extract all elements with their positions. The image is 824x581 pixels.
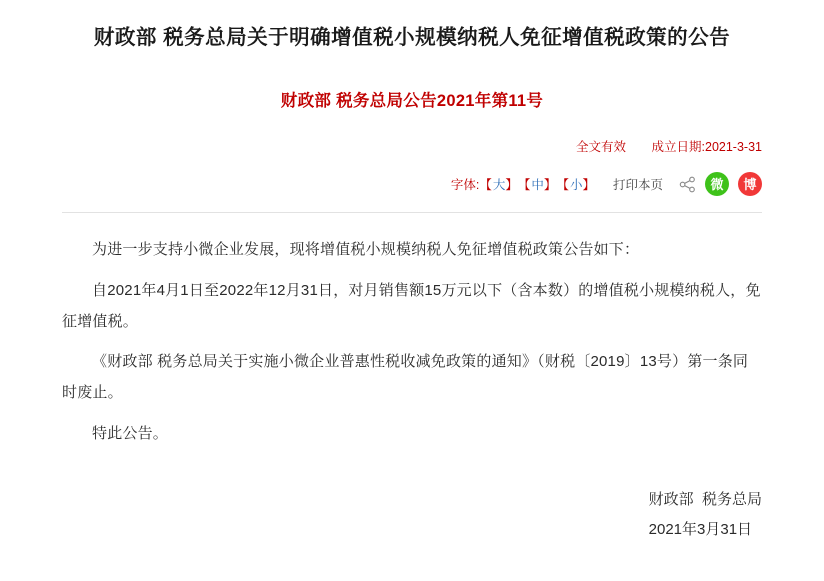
bracket-open-medium: 【 xyxy=(517,178,531,193)
document-meta xyxy=(62,141,762,154)
toolbar xyxy=(62,172,762,196)
fontsize-label: 字体: xyxy=(450,178,480,193)
weibo-icon[interactable]: 博 xyxy=(738,172,762,196)
bracket-close-small: 】 xyxy=(582,178,595,193)
print-page-button[interactable]: 打印本页 xyxy=(612,178,663,193)
validity-status: 全文有效 xyxy=(576,139,627,154)
document-body xyxy=(62,235,762,450)
share-buttons xyxy=(679,172,762,196)
paragraph-2: 自2021年4月1日至2022年12月31日，对月销售额15万元以下（含本数）的增值税小规模纳税人，免征增值税。 xyxy=(62,281,761,330)
bracket-open-large: 【 xyxy=(479,178,492,193)
signature-issuer: 财政部 税务总局 xyxy=(648,491,762,508)
font-size-small-button[interactable]: 小 xyxy=(569,178,583,193)
share-icon[interactable] xyxy=(679,176,696,193)
bracket-open-small: 【 xyxy=(556,178,569,193)
font-size-medium-button[interactable]: 中 xyxy=(531,178,544,193)
font-size-large-button[interactable]: 大 xyxy=(492,178,506,193)
signature-block xyxy=(649,485,762,545)
paragraph-3: 《财政部 税务总局关于实施小微企业普惠性税收减免政策的通知》（财税〔2019〕13号）第一条同时废止。 xyxy=(62,353,749,402)
paragraph-4: 特此公告。 xyxy=(92,424,169,442)
bracket-close-large: 】 xyxy=(505,178,518,193)
signature-date: 2021年3月31日 xyxy=(648,521,753,538)
divider xyxy=(62,212,762,213)
document-number: 财政部 税务总局公告2021年第11号 xyxy=(280,91,544,110)
wechat-icon[interactable]: 微 xyxy=(705,172,729,196)
page-title: 财政部 税务总局关于明确增值税小规模纳税人免征增值税政策的公告 xyxy=(93,26,731,49)
bracket-close-medium: 】 xyxy=(543,178,557,193)
issue-date: 成立日期:2021-3-31 xyxy=(651,139,762,154)
paragraph-1: 为进一步支持小微企业发展，现将增值税小规模纳税人免征增值税政策公告如下： xyxy=(92,241,640,259)
